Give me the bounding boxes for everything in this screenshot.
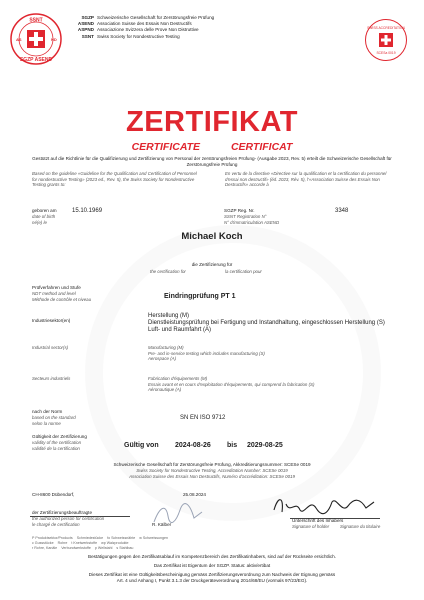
sector-values-fr: Fabrication d'équipements (M) Essais avant et en cours d'exploitation d'équipements, qui comprend la fabrication (S) Aéronautique (A) <box>148 376 315 393</box>
method-labels: Prüfverfahren und Stufe NDT method and level Méthode de contrôle et niveau <box>32 285 92 302</box>
sector-values-en: Manufacturing (M) Pre- and in-service testing which includes manufacturing (S) Aerospace (A) <box>148 345 265 362</box>
validity-from-label: Gültig von <box>124 442 159 449</box>
norm-labels: nach der Norm based on the standard selon la norme <box>32 409 76 426</box>
left-sig-labels: der Zertifizierungsbeauftragte the authorized person for certification le chargé de certification <box>32 510 105 527</box>
method-value: Eindringprüfung PT 1 <box>164 293 236 300</box>
svg-text:AS: AS <box>16 37 22 42</box>
norm-value: SN EN ISO 9712 <box>180 415 226 421</box>
holder-name: Michael Koch <box>181 231 243 242</box>
cert-for: die Zertifizierung für <box>191 262 233 267</box>
legend-row: P Produktsektor/Products Schmiedestücke fo Schweissnähte w Schweissungen <box>32 536 169 540</box>
right-sig-labels: Unterschrift des Inhabers Signature of holder <box>292 518 344 529</box>
org-line: ASEND Association Suisse des Essais Non Destructifs <box>77 21 192 27</box>
sector-label-en: Industrial sector(s) <box>32 345 69 350</box>
right-sig-fr: Signature du titulaire <box>340 524 381 529</box>
birth-block: geboren am date of birth né(e) le <box>32 208 57 225</box>
birth-date: 15.10.1969 <box>72 208 103 214</box>
validity-labels: Gültigkeit der Zertifizierung validity of the certification validité de la certification <box>32 434 87 451</box>
reg-block: SGZP Reg. Nr. SSNT Registration N° N° d'immatriculation ASEND <box>224 208 280 225</box>
svg-text:SCESa 0019: SCESa 0019 <box>376 51 396 55</box>
reg-number: 3348 <box>335 208 349 214</box>
sector-label-fr: Secteurs industriels <box>32 376 71 381</box>
cert-for-fr: la certification pour <box>225 269 262 274</box>
validity-bis: bis <box>227 442 238 449</box>
legend <box>32 536 392 551</box>
legend-row: r Rohre, Kanäle Verbundwerkstoffe p Wellstahl s Stahlbau <box>32 546 134 550</box>
issue-date: 25.08.2024 <box>183 492 206 497</box>
accreditation-lines: Schweizerische Gesellschaft für Zerstörungsfreie Prüfung, Akkreditierungsnummer: SCESe 0019 Swiss Society for Nondestructive Testing, Accreditation Number: SCESe 0019 Association Suisse des Essais Non Destructifs, Numéro d'accréditation: SCESe 0019 <box>113 462 311 479</box>
holder-signature <box>270 492 380 520</box>
place: CH-8600 Dübendorf, <box>32 492 75 497</box>
certificate-subtitle: CERTIFICATE CERTIFICAT <box>131 141 293 153</box>
svg-text:SWISS ACCREDITATION: SWISS ACCREDITATION <box>367 26 405 30</box>
svg-text:SGZP ASEND: SGZP ASEND <box>19 57 53 63</box>
intro-de: Gestützt auf die Richtlinie für die Qualifizierung und Zertifizierung von Personal der zerstörungsfreien Prüfung- (Ausgabe 2023, Rev. 5) erteilt die Schweizerische Gesellschaft für Zerstörungsfreie Prüfung <box>32 156 392 167</box>
footer: Bestätigungen gegen den Zertifikatsablauf im Kompetenzbereich des Zertifikatinhabers, sind auf der Rückseite ersichtlich. Das Zertifikat ist Eigentum der SGZP. Status: aktiv/ertibat Dieses Zertifikat ist eine Gültigkeitsbescheinigung gemäss Zertifizierungsverordnung zum Nachweis der Eignung gemäss Art. 4 und Anhang I, Punkt 3.1.3 der Druckgeräteverordnung 2014/68/EU (vormals 97/23/EG). <box>88 554 336 583</box>
left-sig-name: R. Kälber <box>152 522 172 527</box>
org-line: SGZP Schweizerische Gesellschaft für Zerstörungsfreie Prüfung <box>81 15 215 20</box>
ssnt-logo <box>10 13 62 65</box>
validity-from: 2024-08-26 <box>175 442 211 449</box>
svg-text:ND: ND <box>51 37 57 42</box>
intro-en: Based on the guideline «Guideline for the Qualification and Certification of Personnel for nondestructive Testing» (2023 ed., Rev. 5), the Swiss Society for Nondestructive Testing grants to: <box>32 171 197 188</box>
accreditation-logo <box>365 19 407 61</box>
legend-row: c Gussstücke Rohre t Knetwerkstoffe wp Walzprodukte <box>32 541 129 545</box>
sector-label-de: Industriesektor(en) <box>32 318 71 323</box>
validity-to: 2029-08-25 <box>247 442 283 449</box>
svg-text:SSNT: SSNT <box>29 17 43 24</box>
header-orgs <box>72 15 214 40</box>
cert-for-en: the certification for <box>150 269 186 274</box>
sector-values-de: Herstellung (M) Dienstleistungsprüfung bei Fertigung und Instandhaltung, eingeschlossen Herstellung (S) Luft- und Raumfahrt (A) <box>148 313 385 333</box>
org-line: ASPND Associazione Svizzera delle Prove Non Distruttive <box>77 27 199 33</box>
intro-fr: En vertu de la directive «Directive sur la qualification et la certification du personnel d'essai non destructif» (éd. 2023, Rév. 5), l'«Association Suisse des Essais Non Destructifs» accorde à <box>225 171 387 188</box>
org-line: SSNT Swiss Society for Nondestructive Testing <box>81 33 180 39</box>
certificate-title: ZERTIFIKAT <box>126 106 298 138</box>
